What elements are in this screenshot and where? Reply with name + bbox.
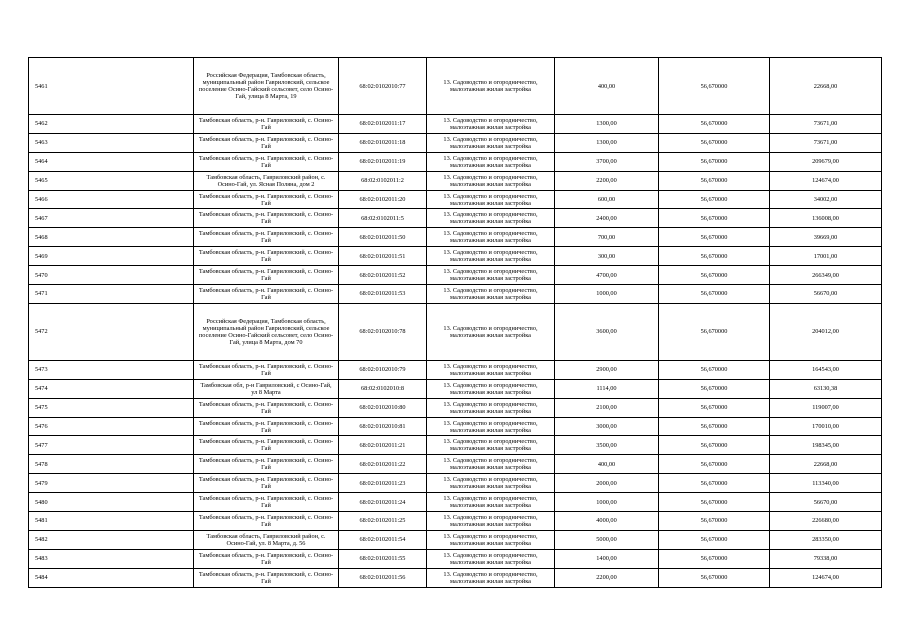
land-use-cell: 13. Садоводство и огородничество, малоэтажная жилая застройка — [427, 266, 555, 285]
table-row — [29, 568, 882, 587]
area-cell: 2100,00 — [555, 398, 659, 417]
cadastral-value-cell: 164543,00 — [770, 360, 882, 379]
cadastral-value-cell: 22668,00 — [770, 58, 882, 115]
table-row — [29, 190, 882, 209]
area-cell: 2900,00 — [555, 360, 659, 379]
table-row — [29, 266, 882, 285]
land-use-cell: 13. Садоводство и огородничество, малоэтажная жилая застройка — [427, 58, 555, 115]
row-number: 5479 — [29, 474, 194, 493]
address-cell: Тамбовская область, р-н. Гавриловский, с. Осино-Гай — [194, 209, 339, 228]
cadastral-number-cell: 68:02:0102011:19 — [339, 152, 427, 171]
cadastral-number-cell: 68:02:0102011:2 — [339, 171, 427, 190]
row-number: 5466 — [29, 190, 194, 209]
table-row — [29, 152, 882, 171]
row-number: 5464 — [29, 152, 194, 171]
specific-value-cell: 56,670000 — [659, 209, 770, 228]
specific-value-cell: 56,670000 — [659, 58, 770, 115]
address-cell: Тамбовская область, р-н. Гавриловский, с. Осино-Гай — [194, 398, 339, 417]
land-use-cell: 13. Садоводство и огородничество, малоэтажная жилая застройка — [427, 530, 555, 549]
specific-value-cell: 56,670000 — [659, 398, 770, 417]
land-use-cell: 13. Садоводство и огородничество, малоэтажная жилая застройка — [427, 228, 555, 247]
cadastral-value-cell: 124674,00 — [770, 171, 882, 190]
table-row — [29, 512, 882, 531]
land-use-cell: 13. Садоводство и огородничество, малоэтажная жилая застройка — [427, 436, 555, 455]
specific-value-cell: 56,670000 — [659, 474, 770, 493]
row-number: 5461 — [29, 58, 194, 115]
address-cell: Тамбовская область, р-н. Гавриловский, с. Осино-Гай — [194, 493, 339, 512]
area-cell: 4700,00 — [555, 266, 659, 285]
address-cell: Тамбовская область, р-н. Гавриловский, с. Осино-Гай — [194, 474, 339, 493]
cadastral-number-cell: 68:02:0102011:51 — [339, 247, 427, 266]
area-cell: 2200,00 — [555, 171, 659, 190]
specific-value-cell: 56,670000 — [659, 190, 770, 209]
specific-value-cell: 56,670000 — [659, 133, 770, 152]
area-cell: 2200,00 — [555, 568, 659, 587]
area-cell: 300,00 — [555, 247, 659, 266]
row-number: 5478 — [29, 455, 194, 474]
table-row — [29, 115, 882, 134]
specific-value-cell: 56,670000 — [659, 455, 770, 474]
table-row — [29, 58, 882, 115]
land-use-cell: 13. Садоводство и огородничество, малоэтажная жилая застройка — [427, 379, 555, 398]
land-use-cell: 13. Садоводство и огородничество, малоэтажная жилая застройка — [427, 303, 555, 360]
row-number: 5475 — [29, 398, 194, 417]
specific-value-cell: 56,670000 — [659, 417, 770, 436]
address-cell: Тамбовская область, р-н. Гавриловский, с. Осино-Гай — [194, 512, 339, 531]
table-row — [29, 133, 882, 152]
table-body — [29, 58, 882, 588]
specific-value-cell: 56,670000 — [659, 436, 770, 455]
area-cell: 1300,00 — [555, 133, 659, 152]
cadastral-value-cell: 39669,00 — [770, 228, 882, 247]
land-use-cell: 13. Садоводство и огородничество, малоэтажная жилая застройка — [427, 152, 555, 171]
cadastral-number-cell: 68:02:0102011:20 — [339, 190, 427, 209]
specific-value-cell: 56,670000 — [659, 493, 770, 512]
address-cell: Тамбовская область, р-н. Гавриловский, с. Осино-Гай — [194, 417, 339, 436]
area-cell: 2400,00 — [555, 209, 659, 228]
row-number: 5482 — [29, 530, 194, 549]
address-cell: Тамбовская область, р-н. Гавриловский, с. Осино-Гай — [194, 247, 339, 266]
land-use-cell: 13. Садоводство и огородничество, малоэтажная жилая застройка — [427, 115, 555, 134]
table-row — [29, 360, 882, 379]
area-cell: 700,00 — [555, 228, 659, 247]
row-number: 5480 — [29, 493, 194, 512]
land-use-cell: 13. Садоводство и огородничество, малоэтажная жилая застройка — [427, 493, 555, 512]
cadastral-number-cell: 68:02:0102010:79 — [339, 360, 427, 379]
row-number: 5465 — [29, 171, 194, 190]
area-cell: 3600,00 — [555, 303, 659, 360]
land-use-cell: 13. Садоводство и огородничество, малоэтажная жилая застройка — [427, 455, 555, 474]
cadastral-value-cell: 63130,38 — [770, 379, 882, 398]
cadastral-value-cell: 113340,00 — [770, 474, 882, 493]
land-use-cell: 13. Садоводство и огородничество, малоэтажная жилая застройка — [427, 171, 555, 190]
land-use-cell: 13. Садоводство и огородничество, малоэтажная жилая застройка — [427, 417, 555, 436]
address-cell: Тамбовская область, р-н. Гавриловский, с. Осино-Гай — [194, 549, 339, 568]
address-cell: Тамбовская область, р-н. Гавриловский, с. Осино-Гай — [194, 133, 339, 152]
specific-value-cell: 56,670000 — [659, 530, 770, 549]
specific-value-cell: 56,670000 — [659, 171, 770, 190]
area-cell: 4000,00 — [555, 512, 659, 531]
area-cell: 1000,00 — [555, 493, 659, 512]
cadastral-number-cell: 68:02:0102011:22 — [339, 455, 427, 474]
address-cell: Российская Федерация, Тамбовская область, муниципальный район Гавриловский, сельское поселение Осино-Гайский сельсовет, село Осино-Гай, улица 8 Марта, дом 70 — [194, 303, 339, 360]
cadastral-value-cell: 170010,00 — [770, 417, 882, 436]
area-cell: 1000,00 — [555, 285, 659, 304]
area-cell: 1400,00 — [555, 549, 659, 568]
address-cell: Тамбовская обл, р-н Гавриловский, с Осино-Гай, ул 8 Марта — [194, 379, 339, 398]
specific-value-cell: 56,670000 — [659, 228, 770, 247]
row-number: 5473 — [29, 360, 194, 379]
area-cell: 3500,00 — [555, 436, 659, 455]
specific-value-cell: 56,670000 — [659, 512, 770, 531]
specific-value-cell: 56,670000 — [659, 379, 770, 398]
land-use-cell: 13. Садоводство и огородничество, малоэтажная жилая застройка — [427, 568, 555, 587]
area-cell: 1114,00 — [555, 379, 659, 398]
cadastral-number-cell: 68:02:0102011:56 — [339, 568, 427, 587]
address-cell: Тамбовская область, р-н. Гавриловский, с. Осино-Гай — [194, 115, 339, 134]
row-number: 5469 — [29, 247, 194, 266]
specific-value-cell: 56,670000 — [659, 152, 770, 171]
cadastral-value-cell: 136008,00 — [770, 209, 882, 228]
cadastral-number-cell: 68:02:0102011:18 — [339, 133, 427, 152]
cadastral-value-cell: 124674,00 — [770, 568, 882, 587]
specific-value-cell: 56,670000 — [659, 568, 770, 587]
table-row — [29, 228, 882, 247]
area-cell: 3000,00 — [555, 417, 659, 436]
table-row — [29, 417, 882, 436]
land-use-cell: 13. Садоводство и огородничество, малоэтажная жилая застройка — [427, 549, 555, 568]
cadastral-number-cell: 68:02:0102010:81 — [339, 417, 427, 436]
table-row — [29, 285, 882, 304]
area-cell: 3700,00 — [555, 152, 659, 171]
cadastral-number-cell: 68:02:0102010:8 — [339, 379, 427, 398]
address-cell: Тамбовская область, р-н. Гавриловский, с. Осино-Гай — [194, 266, 339, 285]
specific-value-cell: 56,670000 — [659, 303, 770, 360]
land-use-cell: 13. Садоводство и огородничество, малоэтажная жилая застройка — [427, 474, 555, 493]
address-cell: Тамбовская область, Гавриловский район, с. Осино-Гай, ул. Ясная Поляна, дом 2 — [194, 171, 339, 190]
address-cell: Тамбовская область, р-н. Гавриловский, с. Осино-Гай — [194, 360, 339, 379]
cadastral-number-cell: 68:02:0102011:55 — [339, 549, 427, 568]
cadastral-value-cell: 22668,00 — [770, 455, 882, 474]
specific-value-cell: 56,670000 — [659, 266, 770, 285]
row-number: 5481 — [29, 512, 194, 531]
cadastral-value-table — [28, 57, 882, 588]
land-use-cell: 13. Садоводство и огородничество, малоэтажная жилая застройка — [427, 360, 555, 379]
address-cell: Российская Федерация, Тамбовская область, муниципальный район Гавриловский, сельское поселение Осино-Гайский сельсовет, село Осино-Гай, улица 8 Марта, 19 — [194, 58, 339, 115]
address-cell: Тамбовская область, р-н. Гавриловский, с. Осино-Гай — [194, 436, 339, 455]
area-cell: 5000,00 — [555, 530, 659, 549]
cadastral-number-cell: 68:02:0102011:25 — [339, 512, 427, 531]
row-number: 5462 — [29, 115, 194, 134]
address-cell: Тамбовская область, р-н. Гавриловский, с. Осино-Гай — [194, 568, 339, 587]
address-cell: Тамбовская область, р-н. Гавриловский, с. Осино-Гай — [194, 455, 339, 474]
table-row — [29, 247, 882, 266]
table-row — [29, 530, 882, 549]
cadastral-value-cell: 56670,00 — [770, 493, 882, 512]
address-cell: Тамбовская область, р-н. Гавриловский, с. Осино-Гай — [194, 152, 339, 171]
cadastral-number-cell: 68:02:0102010:80 — [339, 398, 427, 417]
land-use-cell: 13. Садоводство и огородничество, малоэтажная жилая застройка — [427, 190, 555, 209]
cadastral-value-cell: 56670,00 — [770, 285, 882, 304]
area-cell: 400,00 — [555, 58, 659, 115]
cadastral-value-cell: 283350,00 — [770, 530, 882, 549]
cadastral-number-cell: 68:02:0102011:17 — [339, 115, 427, 134]
cadastral-number-cell: 68:02:0102011:52 — [339, 266, 427, 285]
row-number: 5472 — [29, 303, 194, 360]
row-number: 5470 — [29, 266, 194, 285]
row-number: 5471 — [29, 285, 194, 304]
area-cell: 2000,00 — [555, 474, 659, 493]
specific-value-cell: 56,670000 — [659, 247, 770, 266]
table-row — [29, 398, 882, 417]
cadastral-number-cell: 68:02:0102011:54 — [339, 530, 427, 549]
table-row — [29, 171, 882, 190]
table-row — [29, 303, 882, 360]
cadastral-value-cell: 226680,00 — [770, 512, 882, 531]
table-row — [29, 474, 882, 493]
table-row — [29, 436, 882, 455]
cadastral-number-cell: 68:02:0102010:77 — [339, 58, 427, 115]
row-number: 5468 — [29, 228, 194, 247]
table-row — [29, 493, 882, 512]
land-use-cell: 13. Садоводство и огородничество, малоэтажная жилая застройка — [427, 133, 555, 152]
row-number: 5477 — [29, 436, 194, 455]
specific-value-cell: 56,670000 — [659, 360, 770, 379]
area-cell: 600,00 — [555, 190, 659, 209]
cadastral-number-cell: 68:02:0102011:5 — [339, 209, 427, 228]
address-cell: Тамбовская область, Гавриловский район, с. Осино-Гай, ул. 8 Марта, д. 56 — [194, 530, 339, 549]
cadastral-value-cell: 17001,00 — [770, 247, 882, 266]
cadastral-value-cell: 34002,00 — [770, 190, 882, 209]
specific-value-cell: 56,670000 — [659, 549, 770, 568]
address-cell: Тамбовская область, р-н. Гавриловский, с. Осино-Гай — [194, 190, 339, 209]
cadastral-number-cell: 68:02:0102010:78 — [339, 303, 427, 360]
area-cell: 1300,00 — [555, 115, 659, 134]
cadastral-value-cell: 73671,00 — [770, 133, 882, 152]
cadastral-value-cell: 266349,00 — [770, 266, 882, 285]
specific-value-cell: 56,670000 — [659, 115, 770, 134]
cadastral-value-cell: 73671,00 — [770, 115, 882, 134]
table-row — [29, 379, 882, 398]
row-number: 5483 — [29, 549, 194, 568]
cadastral-value-cell: 204012,00 — [770, 303, 882, 360]
row-number: 5476 — [29, 417, 194, 436]
land-use-cell: 13. Садоводство и огородничество, малоэтажная жилая застройка — [427, 209, 555, 228]
row-number: 5467 — [29, 209, 194, 228]
cadastral-number-cell: 68:02:0102011:53 — [339, 285, 427, 304]
table-row — [29, 549, 882, 568]
cadastral-value-cell: 119007,00 — [770, 398, 882, 417]
row-number: 5463 — [29, 133, 194, 152]
row-number: 5474 — [29, 379, 194, 398]
table-row — [29, 455, 882, 474]
address-cell: Тамбовская область, р-н. Гавриловский, с. Осино-Гай — [194, 228, 339, 247]
specific-value-cell: 56,670000 — [659, 285, 770, 304]
cadastral-value-cell: 198345,00 — [770, 436, 882, 455]
cadastral-number-cell: 68:02:0102011:23 — [339, 474, 427, 493]
land-use-cell: 13. Садоводство и огородничество, малоэтажная жилая застройка — [427, 247, 555, 266]
address-cell: Тамбовская область, р-н. Гавриловский, с. Осино-Гай — [194, 285, 339, 304]
cadastral-value-cell: 79338,00 — [770, 549, 882, 568]
area-cell: 400,00 — [555, 455, 659, 474]
cadastral-number-cell: 68:02:0102011:24 — [339, 493, 427, 512]
document-page — [28, 57, 881, 588]
land-use-cell: 13. Садоводство и огородничество, малоэтажная жилая застройка — [427, 398, 555, 417]
table-row — [29, 209, 882, 228]
land-use-cell: 13. Садоводство и огородничество, малоэтажная жилая застройка — [427, 285, 555, 304]
land-use-cell: 13. Садоводство и огородничество, малоэтажная жилая застройка — [427, 512, 555, 531]
row-number: 5484 — [29, 568, 194, 587]
cadastral-value-cell: 209679,00 — [770, 152, 882, 171]
cadastral-number-cell: 68:02:0102011:50 — [339, 228, 427, 247]
cadastral-number-cell: 68:02:0102011:21 — [339, 436, 427, 455]
